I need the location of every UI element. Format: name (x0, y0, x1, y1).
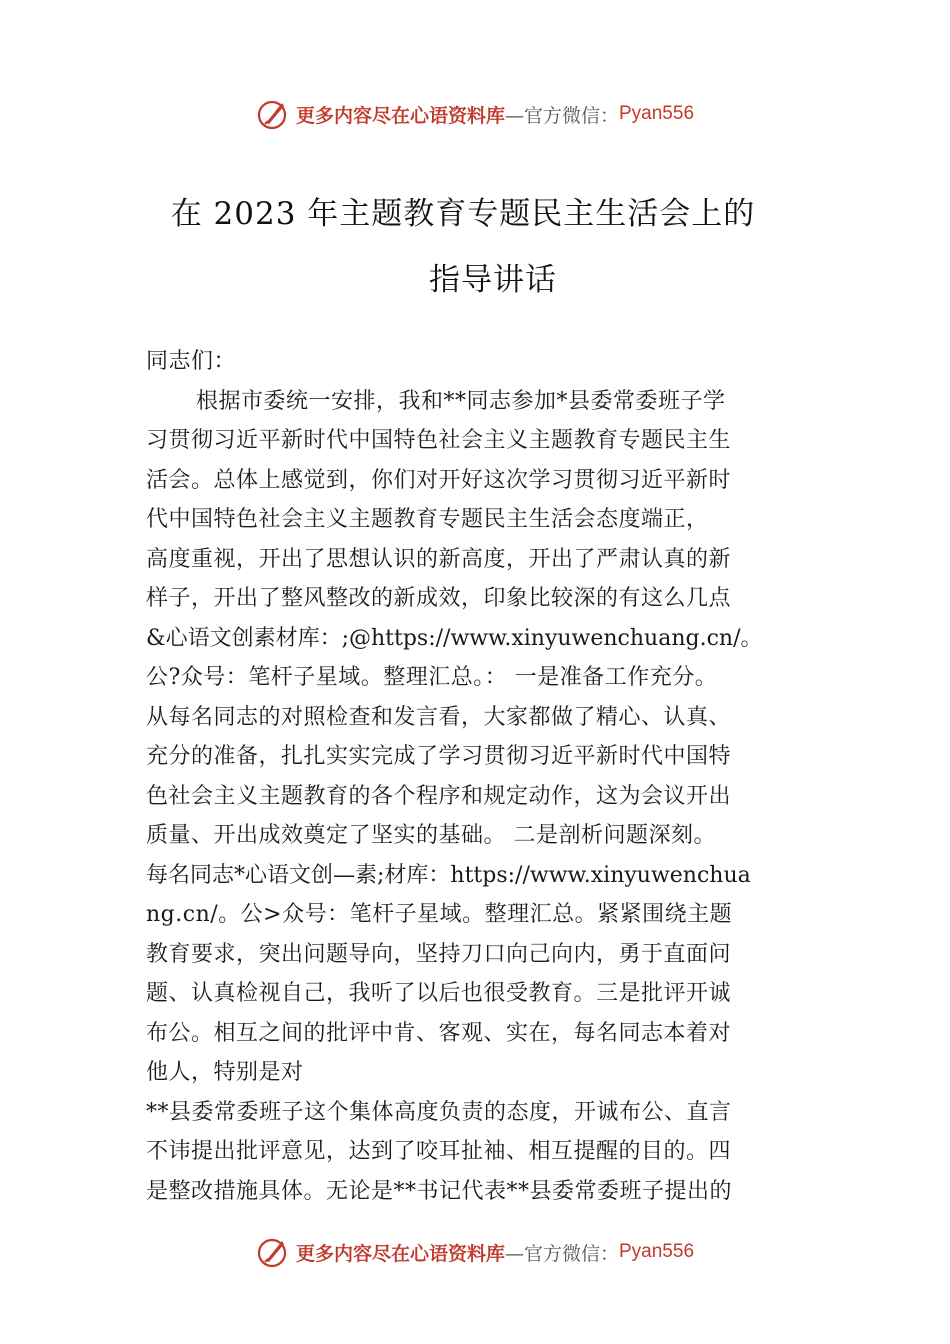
body-line: 是整改措施具体。无论是**书记代表**县委常委班子提出的 (146, 1178, 733, 1204)
body-line: 色社会主义主题教育的各个程序和规定动作，这为会议开出 (146, 783, 732, 809)
body-line: ng.cn/。公>众号：笔杆子星域。整理汇总。紧紧围绕主题 (146, 902, 733, 927)
body-line: 代中国特色社会主义主题教育专题民主生活会态度端正， (146, 507, 709, 532)
body-line: 教育要求，突出问题导向，坚持刀口向己向内，勇于直面问 (146, 941, 732, 967)
body-line: 不讳提出批评意见，达到了咬耳扯袖、相互提醒的目的。四 (146, 1139, 732, 1164)
quill-pen-logo-icon (256, 97, 290, 131)
body-line: &心语文创素材库：;@https://www.xinyuwenchuang.cn/。 (146, 625, 763, 651)
banner-separator-text: —官方微信： (504, 1242, 619, 1265)
body-line: 每名同志*心语文创—素;材库：https://www.xinyuwenchua (146, 862, 751, 888)
body-line: 从每名同志的对照检查和发言看，大家都做了精心、认真、 (146, 704, 732, 730)
banner-account-text: Pyan556 (619, 103, 695, 124)
document-title-line1: 在 2023 年主题教育专题民主生活会上的 (170, 196, 756, 232)
banner-brand-text: 更多内容尽在心语资料库 (295, 104, 505, 127)
body-line: 题、认真检视自己，我听了以后也很受教育。三是批评开诚 (146, 981, 732, 1006)
body-line: **县委常委班子这个集体高度负责的态度，开诚布公、直言 (146, 1099, 732, 1125)
footer-banner (0, 1232, 950, 1272)
body-line: 质量、开出成效奠定了坚实的基础。 二是剖析问题深刻。 (146, 823, 716, 848)
quill-pen-logo-icon (256, 1235, 290, 1269)
body-line: 活会。总体上感觉到，你们对开好这次学习贯彻习近平新时 (146, 467, 732, 493)
banner-separator-text: —官方微信： (504, 104, 619, 127)
banner-brand-text: 更多内容尽在心语资料库 (295, 1242, 505, 1265)
document-body (146, 342, 818, 1211)
document-title-line2: 指导讲话 (429, 262, 557, 298)
body-line: 根据市委统一安排，我和**同志参加*县委常委班子学 (196, 388, 726, 414)
body-line: 公?众号：笔杆子星域。整理汇总。： 一是准备工作充分。 (146, 665, 718, 690)
body-line: 同志们： (146, 349, 237, 374)
banner-account-text: Pyan556 (619, 1241, 695, 1262)
header-banner (0, 94, 950, 134)
body-line: 习贯彻习近平新时代中国特色社会主义主题教育专题民主生 (146, 428, 732, 453)
body-line: 充分的准备，扎扎实实完成了学习贯彻习近平新时代中国特 (146, 744, 732, 769)
body-line: 高度重视，开出了思想认识的新高度，开出了严肃认真的新 (146, 546, 732, 572)
body-line: 他人，特别是对 (146, 1060, 304, 1085)
body-line: 样子，开出了整风整改的新成效，印象比较深的有这么几点 (146, 586, 732, 611)
body-line: 布公。相互之间的批评中肯、客观、实在，每名同志本着对 (146, 1020, 732, 1046)
